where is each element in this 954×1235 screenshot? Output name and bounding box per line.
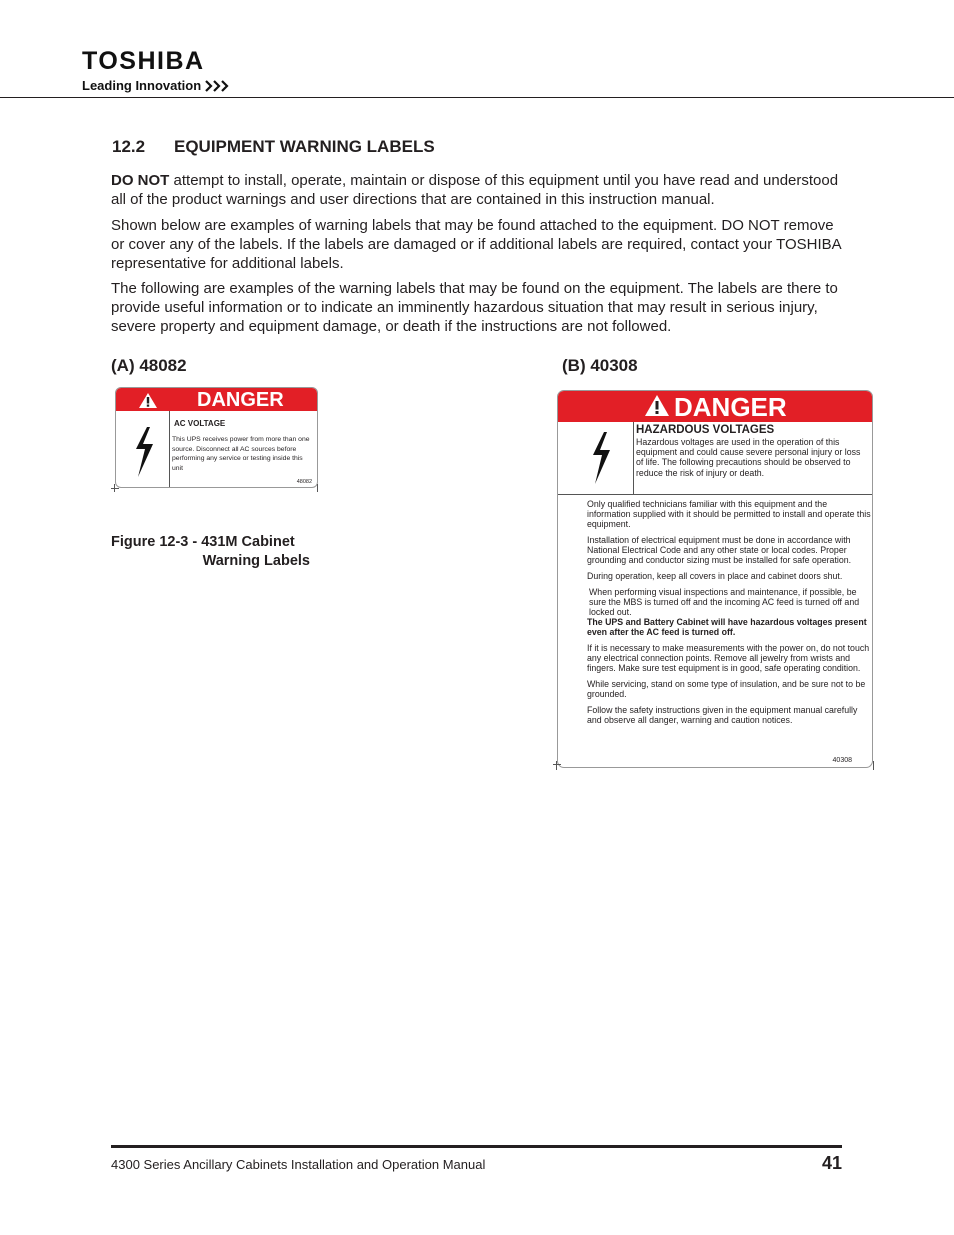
figure-caption (111, 533, 310, 571)
warning-triangle-icon (644, 394, 670, 417)
tagline (82, 78, 231, 93)
instruction-item: When performing visual inspections and maintenance, if possible, be sure the MBS is turned off and the incoming AC feed is turned off and locked out. (589, 587, 860, 617)
crop-mark (556, 761, 557, 770)
label-a-text: This UPS receives power from more than one source. Disconnect all AC sources before performing any service or testing inside this unit (172, 436, 310, 473)
paragraph-1-text: attempt to install, operate, maintain or dispose of this equipment until you have read and understood all of the product warnings and user directions that are contained in this instruction manual. (111, 172, 839, 208)
crop-mark (873, 761, 874, 770)
instruction-item-bold: The UPS and Battery Cabinet will have hazardous voltages present even after the AC feed is turned off. (587, 617, 867, 637)
page-number: 41 (821, 1153, 842, 1173)
label-b-title: HAZARDOUS VOLTAGES (636, 424, 775, 436)
paragraph-3: The following are examples of the warning labels that may be found on the equipment. The labels are there to provide useful information or to indicate an imminently hazardous situation that may result in serious injury, severe property and equipment damage, or death if the instructions are not followed. (111, 280, 838, 335)
label-a-code: 48082 (296, 479, 312, 485)
label-b-instructions (587, 499, 871, 731)
tagline-text: Leading Innovation (82, 78, 202, 93)
crop-mark (317, 484, 318, 492)
crop-mark (553, 764, 561, 765)
label-b-top-section (558, 422, 872, 495)
section-number: 12.2 (112, 137, 146, 156)
paragraph-2: Shown below are examples of warning labels that may be found attached to the equipment. DO NOT remove or cover any of the labels. If the labels are damaged or if additional labels are required, contact your TOSHIBA representative for additional labels. (111, 217, 841, 272)
crop-mark (114, 484, 115, 492)
instruction-item: Only qualified technicians familiar with this equipment and the information supplied with it should be permitted to install and operate this equipment. (587, 499, 871, 529)
chevrons-icon (205, 80, 231, 92)
label-a-heading: (A) 48082 (111, 356, 187, 375)
footer-manual-title: 4300 Series Ancillary Cabinets Installation and Operation Manual (111, 1157, 486, 1172)
label-b-code: 40308 (832, 757, 852, 764)
bolt-panel (116, 411, 170, 488)
warning-triangle-icon (138, 392, 158, 409)
section-title: EQUIPMENT WARNING LABELS (174, 137, 435, 156)
section-heading (112, 137, 435, 157)
instruction-item: While servicing, stand on some type of insulation, and be sure not to be grounded. (587, 679, 866, 699)
warning-label-a (115, 387, 318, 488)
lightning-bolt-icon (132, 427, 154, 477)
instruction-item: Installation of electrical equipment must be done in accordance with National Electrical Code and any other state or local codes. Proper grounding and conductor sizing must be installed for safe operation. (587, 535, 852, 565)
footer-rule (111, 1145, 842, 1148)
instruction-item: During operation, keep all covers in place and cabinet doors shut. (587, 571, 843, 581)
caption-line-2: Warning Labels (202, 553, 310, 569)
danger-word: DANGER (197, 389, 284, 411)
instruction-item: Follow the safety instructions given in the equipment manual carefully and observe all danger, warning and caution notices. (587, 705, 858, 725)
toshiba-logo: TOSHIBA (82, 47, 205, 75)
crop-mark (111, 488, 119, 489)
paragraph-1 (111, 171, 851, 209)
instruction-item: If it is necessary to make measurements with the power on, do not touch any electrical connection points. Remove all jewelry from wrists and fingers. Make sure test equipment is in good, safe operating condition. (587, 643, 870, 673)
caption-line-1: Figure 12-3 - 431M Cabinet (111, 534, 295, 550)
danger-word: DANGER (674, 392, 787, 422)
warning-label-b (557, 390, 873, 768)
label-b-heading: (B) 40308 (562, 356, 638, 375)
lightning-bolt-icon (589, 432, 611, 484)
do-not-emphasis: DO NOT (111, 172, 170, 189)
bolt-panel (558, 422, 634, 494)
header-rule (0, 97, 954, 98)
label-a-title: AC VOLTAGE (174, 419, 226, 428)
label-b-description: Hazardous voltages are used in the operation of this equipment and could cause severe personal injury or loss of life. The following precautions should be observed to reduce the risk of injury or death. (636, 437, 861, 478)
